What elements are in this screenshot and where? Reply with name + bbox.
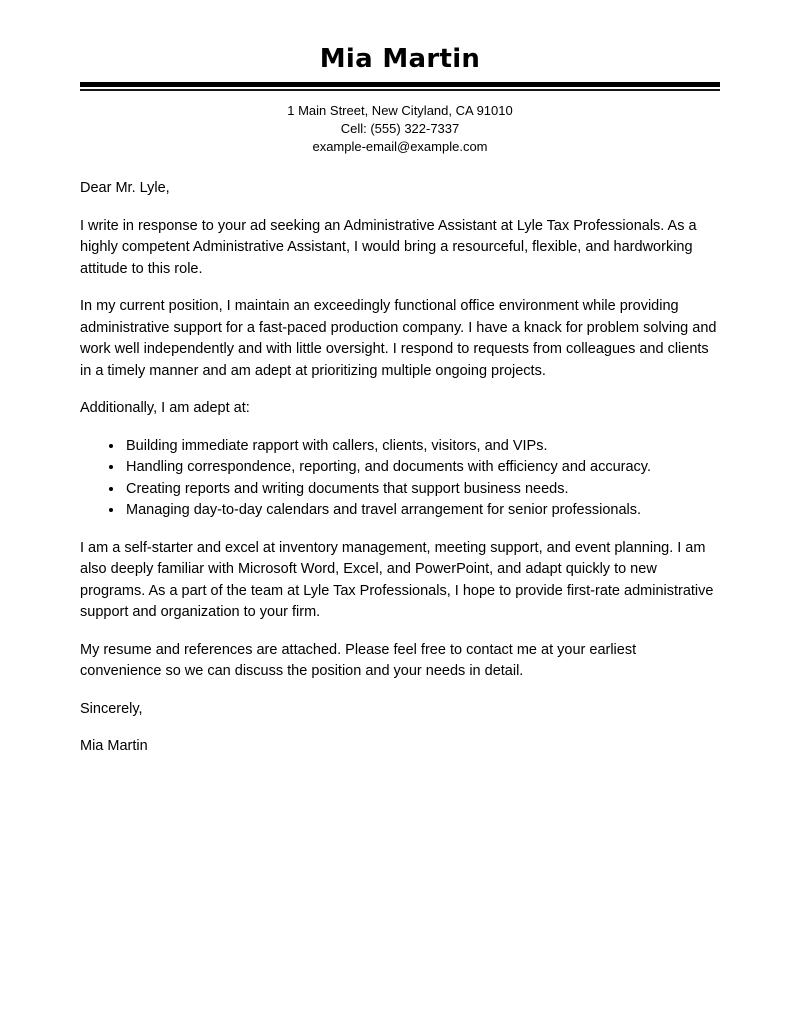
paragraph-adept-intro: Additionally, I am adept at: xyxy=(80,400,250,416)
paragraph-self-starter: I am a self-starter and excel at inventory management, meeting support, and event planning. I am also deeply familiar with Microsoft Word, Excel, and PowerPoint, and adapt quickly to new programs. As a part of the team at Lyle Tax Professionals, I hope to provide first-rate administrative support and organization to your firm. xyxy=(80,539,714,620)
skill-item-calendars: • Managing day-to-day calendars and travel arrangement for senior professionals. xyxy=(124,500,720,522)
paragraph-current-position: In my current position, I maintain an exceedingly functional office environment while providing administrative support for a fast-paced production company. I have a knack for problem solving and work well independently and with little oversight. I respond to requests from colleagues and clients in a timely manner and am adept at prioritizing multiple ongoing projects. xyxy=(80,298,717,379)
salutation: Dear Mr. Lyle, xyxy=(80,180,170,196)
header-divider xyxy=(80,82,720,91)
contact-email: example-email@example.com xyxy=(312,139,488,154)
contact-address: 1 Main Street, New Cityland, CA 91010 xyxy=(287,103,513,118)
letter-author-name: Mia Martin xyxy=(319,44,481,74)
letter-body xyxy=(80,178,720,758)
paragraph-intro: I write in response to your ad seeking an Administrative Assistant at Lyle Tax Professionals. As a highly competent Administrative Assistant, I would bring a resourceful, flexible, and hardworking attitude to this role. xyxy=(80,217,697,277)
contact-phone: Cell: (555) 322-7337 xyxy=(340,121,460,136)
paragraph-resume-attached: My resume and references are attached. Please feel free to contact me at your earliest convenience so we can discuss the position and your needs in detail. xyxy=(80,641,637,679)
skills-list xyxy=(80,436,720,522)
contact-block xyxy=(80,102,720,156)
skill-item-correspondence: • Handling correspondence, reporting, and documents with efficiency and accuracy. xyxy=(124,457,720,479)
skill-item-rapport: • Building immediate rapport with callers, clients, visitors, and VIPs. xyxy=(124,436,720,458)
closing: Sincerely, xyxy=(80,700,143,717)
signature-name: Mia Martin xyxy=(80,738,148,754)
skill-item-reports: • Creating reports and writing documents that support business needs. xyxy=(124,479,720,501)
